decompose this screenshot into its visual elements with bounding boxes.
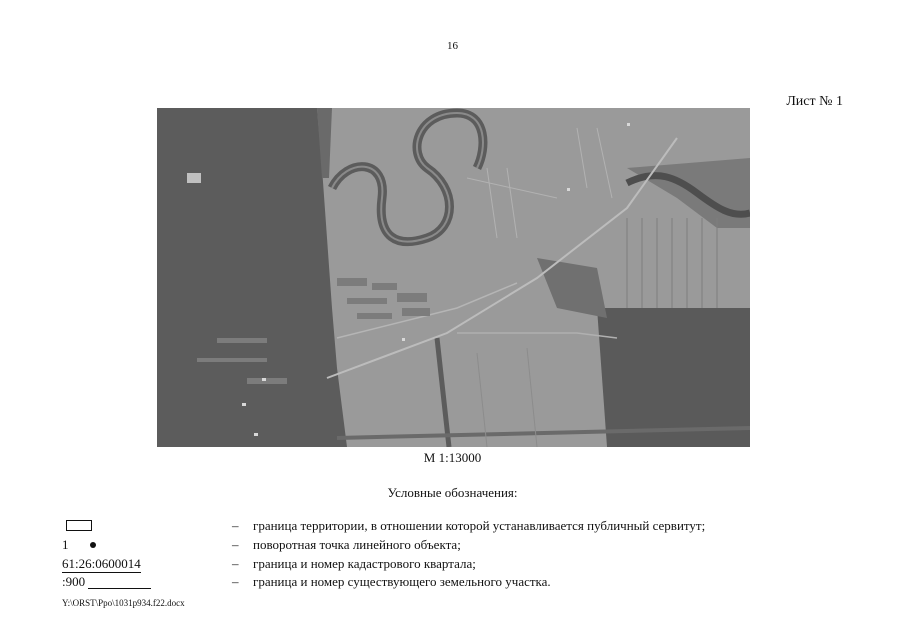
parcel-number: :900	[62, 574, 86, 589]
satellite-map-graphic	[157, 108, 750, 447]
legend-title: Условные обозначения:	[387, 485, 518, 500]
legend-dash: –	[232, 537, 239, 552]
legend-dash: –	[232, 574, 239, 589]
legend-dash: –	[232, 518, 239, 533]
parcel-underline	[88, 588, 151, 589]
map-scale: М 1:13000	[423, 450, 482, 465]
sheet-label: Лист № 1	[786, 94, 843, 109]
point-label: 1	[62, 537, 69, 552]
legend-text-boundary: граница территории, в отношении которой устанавливается публичный сервитут;	[253, 518, 706, 533]
legend-text-quarter: граница и номер кадастрового квартала;	[253, 556, 476, 571]
legend-row-parcel	[0, 574, 905, 590]
page-number: 16	[447, 40, 458, 52]
point-dot-icon	[90, 542, 96, 548]
legend-text-point: поворотная точка линейного объекта;	[253, 537, 461, 552]
legend-row-quarter	[0, 556, 905, 572]
boundary-symbol	[66, 520, 92, 531]
quarter-number: 61:26:0600014	[62, 556, 141, 571]
legend-row-point	[0, 537, 905, 553]
map-image	[157, 108, 750, 447]
legend-dash: –	[232, 556, 239, 571]
legend-row-boundary	[0, 518, 905, 534]
legend-text-parcel: граница и номер существующего земельного участка.	[253, 574, 551, 589]
file-path: Y:\ORST\Ppo\1031p934.f22.docx	[62, 598, 185, 608]
